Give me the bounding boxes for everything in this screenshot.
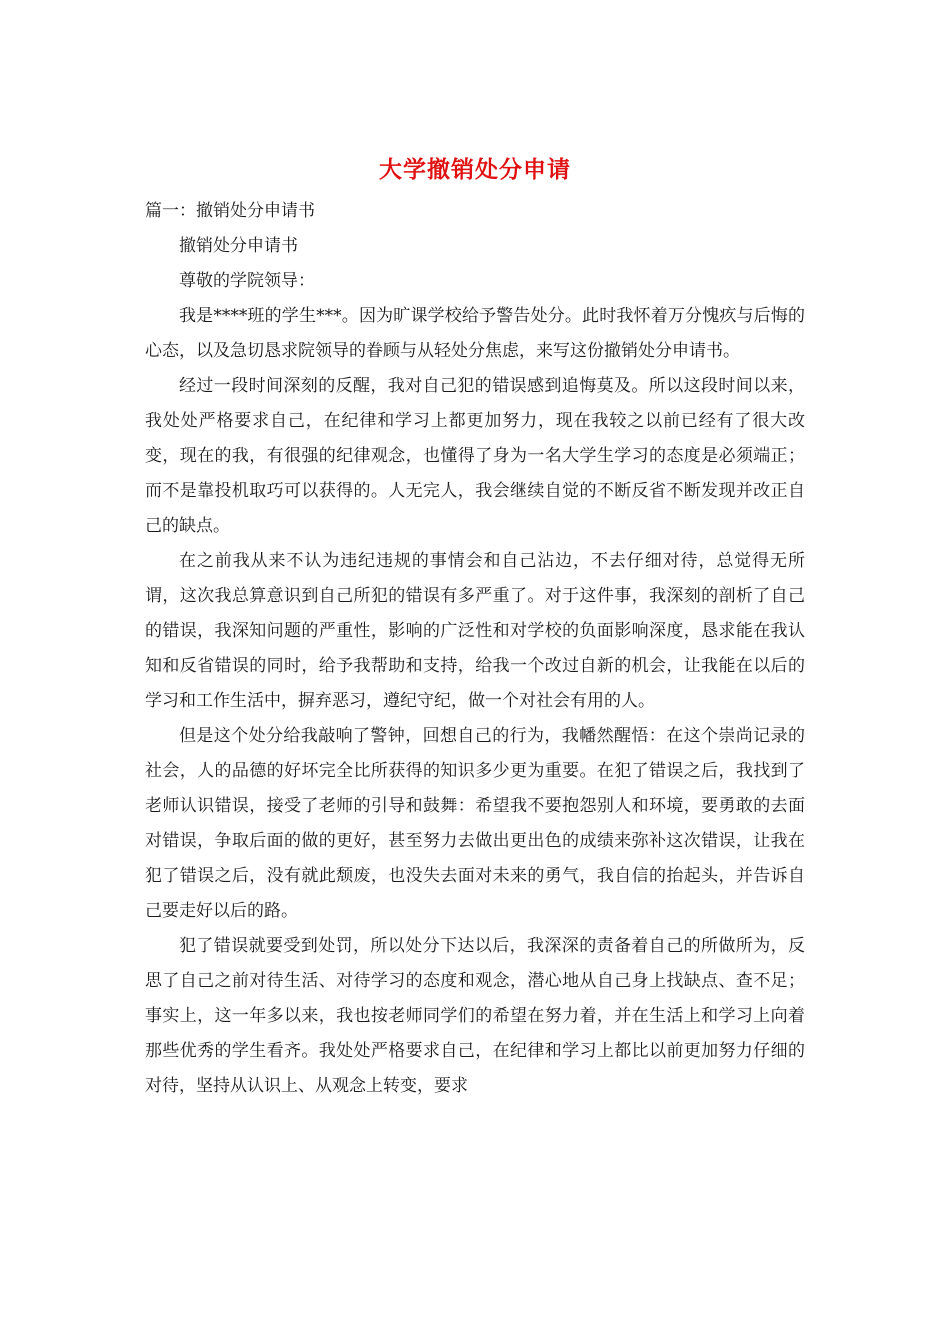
body-paragraph-4: 但是这个处分给我敲响了警钟，回想自己的行为，我幡然醒悟：在这个崇尚记录的社会，人的品德的好坏完全比所获得的知识多少更为重要。在犯了错误之后，我找到了老师认识错误，接受了老师的引导和鼓舞：希望我不要抱怨别人和环境，要勇敢的去面对错误，争取后面的做的更好，甚至努力去做出更出色的成绩来弥补这次错误，让我在犯了错误之后，没有就此颓废，也没失去面对未来的勇气，我自信的抬起头，并告诉自己要走好以后的路。 (145, 726, 805, 921)
body-paragraph-2: 经过一段时间深刻的反醒，我对自己犯的错误感到追悔莫及。所以这段时间以来，我处处严格要求自己，在纪律和学习上都更加努力，现在我较之以前已经有了很大改变，现在的我，有很强的纪律观念，也懂得了身为一名大学生学习的态度是必须端正；而不是靠投机取巧可以获得的。人无完人，我会继续自觉的不断反省不断发现并改正自己的缺点。 (145, 376, 805, 536)
salutation: 尊敬的学院领导： (179, 271, 315, 291)
section-heading: 篇一：撤销处分申请书 (145, 201, 315, 221)
document-body (145, 194, 805, 1104)
body-paragraph-5: 犯了错误就要受到处罚，所以处分下达以后，我深深的责备着自己的所做所为，反思了自己之前对待生活、对待学习的态度和观念，潜心地从自己身上找缺点、查不足；事实上，这一年多以来，我也按老师同学们的希望在努力着，并在生活上和学习上向着那些优秀的学生看齐。我处处严格要求自己，在纪律和学习上都比以前更加努力仔细的对待，坚持从认识上、从观念上转变，要求 (145, 936, 805, 1096)
body-paragraph-1: 我是****班的学生***。因为旷课学校给予警告处分。此时我怀着万分愧疚与后悔的心态，以及急切恳求院领导的眷顾与从轻处分焦虑，来写这份撤销处分申请书。 (145, 306, 805, 361)
document-subtitle: 撤销处分申请书 (179, 236, 298, 256)
body-paragraph-3: 在之前我从来不认为违纪违规的事情会和自己沾边，不去仔细对待，总觉得无所谓，这次我总算意识到自己所犯的错误有多严重了。对于这件事，我深刻的剖析了自己的错误，我深知问题的严重性，影响的广泛性和对学校的负面影响深度，恳求能在我认知和反省错误的同时，给予我帮助和支持，给我一个改过自新的机会，让我能在以后的学习和工作生活中，摒弃恶习，遵纪守纪，做一个对社会有用的人。 (145, 551, 805, 711)
document-title: 大学撤销处分申请 (379, 156, 571, 183)
